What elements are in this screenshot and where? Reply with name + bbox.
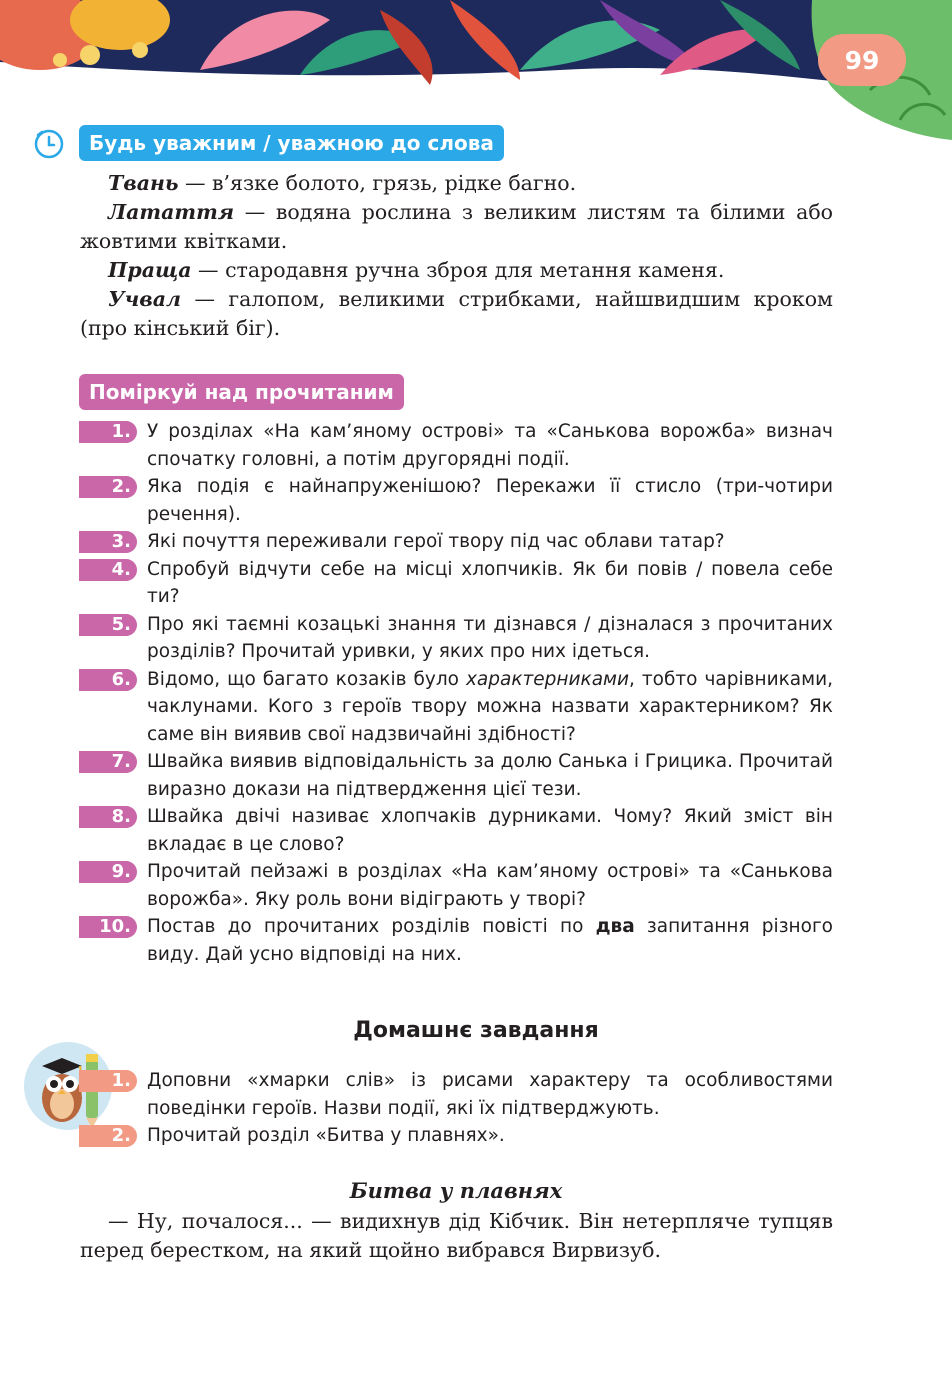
- page-number: 99: [818, 34, 906, 86]
- question-text: Про які таємні козацькі знання ти дізнався / дізналася з прочитаних розділів? Прочитай уривки, у яких про них ідеться.: [147, 613, 833, 662]
- question-text-part: , тобто чарівниками, чаклунами. Кого з героїв твору можна назвати характерником? Як саме він виявив свої надзвичайні здібності?: [147, 668, 833, 745]
- question-item: [79, 803, 833, 858]
- question-text: Швайка двічі називає хлопчаків дурниками. Чому? Який зміст він вкладає в це слово?: [147, 806, 833, 855]
- question-bold-word: два: [595, 916, 635, 937]
- vocab-definition: — водяна рослина з великим листям та білими або жовтими квітками.: [80, 200, 833, 253]
- homework-number: 1.: [79, 1070, 137, 1092]
- question-number: 8.: [79, 806, 137, 828]
- question-text: [147, 666, 833, 749]
- question-text: Швайка виявив відповідальність за долю Санька і Грицика. Прочитай виразно докази на підтвердження цієї тези.: [147, 751, 833, 800]
- question-item: [79, 418, 833, 473]
- question-number: 9.: [79, 861, 137, 883]
- question-text: Які почуття переживали герої твору під час облави татар?: [147, 531, 725, 552]
- question-text: [147, 913, 833, 968]
- questions-section-label: Поміркуй над прочитаним: [79, 374, 404, 410]
- question-text-part: Відомо, що багато козаків було: [147, 668, 466, 690]
- vocab-entry: [80, 256, 833, 285]
- homework-item: [79, 1122, 833, 1150]
- vocab-definition: — галопом, великими стрибками, найшвидшим кроком (про кінський біг).: [80, 287, 833, 340]
- clock-icon: [33, 128, 65, 160]
- question-number: 10.: [79, 916, 137, 938]
- vocab-entry: [80, 169, 833, 198]
- question-number: 3.: [79, 531, 137, 553]
- question-number: 1.: [79, 421, 137, 443]
- question-number: 5.: [79, 614, 137, 636]
- question-text: Прочитай пейзажі в розділах «На кам’яному острові» та «Санькова ворожба». Яку роль вони відіграють у творі?: [147, 861, 833, 910]
- question-item: [79, 748, 833, 803]
- vocab-entry: [80, 285, 833, 343]
- question-text: Спробуй відчути себе на місці хлопчиків. Як би повів / повела себе ти?: [147, 558, 833, 607]
- question-number: 6.: [79, 669, 137, 691]
- question-italic-term: характерниками: [465, 668, 630, 690]
- question-item: [79, 913, 833, 968]
- vocab-term: Латаття: [108, 200, 235, 224]
- question-number: 2.: [79, 476, 137, 498]
- question-list: [79, 418, 833, 968]
- floral-header-illustration: [0, 0, 952, 140]
- question-text-part: запитання різного виду. Дай усно відповіді на них.: [147, 916, 833, 965]
- homework-list: [79, 1067, 833, 1150]
- vocab-definition: — в’язке болото, грязь, рідке багно.: [178, 171, 577, 195]
- vocab-definition: — стародавня ручна зброя для метання каменя.: [191, 258, 725, 282]
- vocab-definitions: [80, 169, 833, 343]
- homework-number: 2.: [79, 1125, 137, 1147]
- question-text: У розділах «На кам’яному острові» та «Санькова ворожба» визнач спочатку головні, а потім другорядні події.: [147, 421, 833, 470]
- homework-text: Доповни «хмарки слів» із рисами характеру та особливостями поведінки героїв. Назви події, які їх підтверджують.: [147, 1070, 833, 1119]
- homework-item: [79, 1067, 833, 1122]
- question-item: [79, 556, 833, 611]
- question-item: [79, 858, 833, 913]
- question-text: Яка подія є найнапруженішою? Перекажи її стисло (три-чотири речення).: [147, 476, 833, 525]
- vocab-term: Учвал: [108, 287, 182, 311]
- question-item: [79, 666, 833, 749]
- story-title: Битва у плавнях: [349, 1178, 563, 1203]
- homework-text: Прочитай розділ «Битва у плавнях».: [147, 1125, 505, 1146]
- vocab-term: Праща: [108, 258, 192, 282]
- question-item: [79, 528, 833, 556]
- vocab-entry: [80, 198, 833, 256]
- vocab-term: Твань: [108, 171, 179, 195]
- vocab-section-label: Будь уважним / уважною до слова: [79, 125, 504, 161]
- question-item: [79, 611, 833, 666]
- question-number: 4.: [79, 559, 137, 581]
- question-number: 7.: [79, 751, 137, 773]
- homework-title: Домашнє завдання: [353, 1018, 599, 1043]
- question-text-part: Постав до прочитаних розділів повісті по: [147, 916, 596, 937]
- question-item: [79, 473, 833, 528]
- story-text: — Ну, почалося... — видихнув дід Кібчик. Він нетерпляче тупцяв перед берестком, на який щойно вибрався Вирвизуб.: [80, 1209, 833, 1262]
